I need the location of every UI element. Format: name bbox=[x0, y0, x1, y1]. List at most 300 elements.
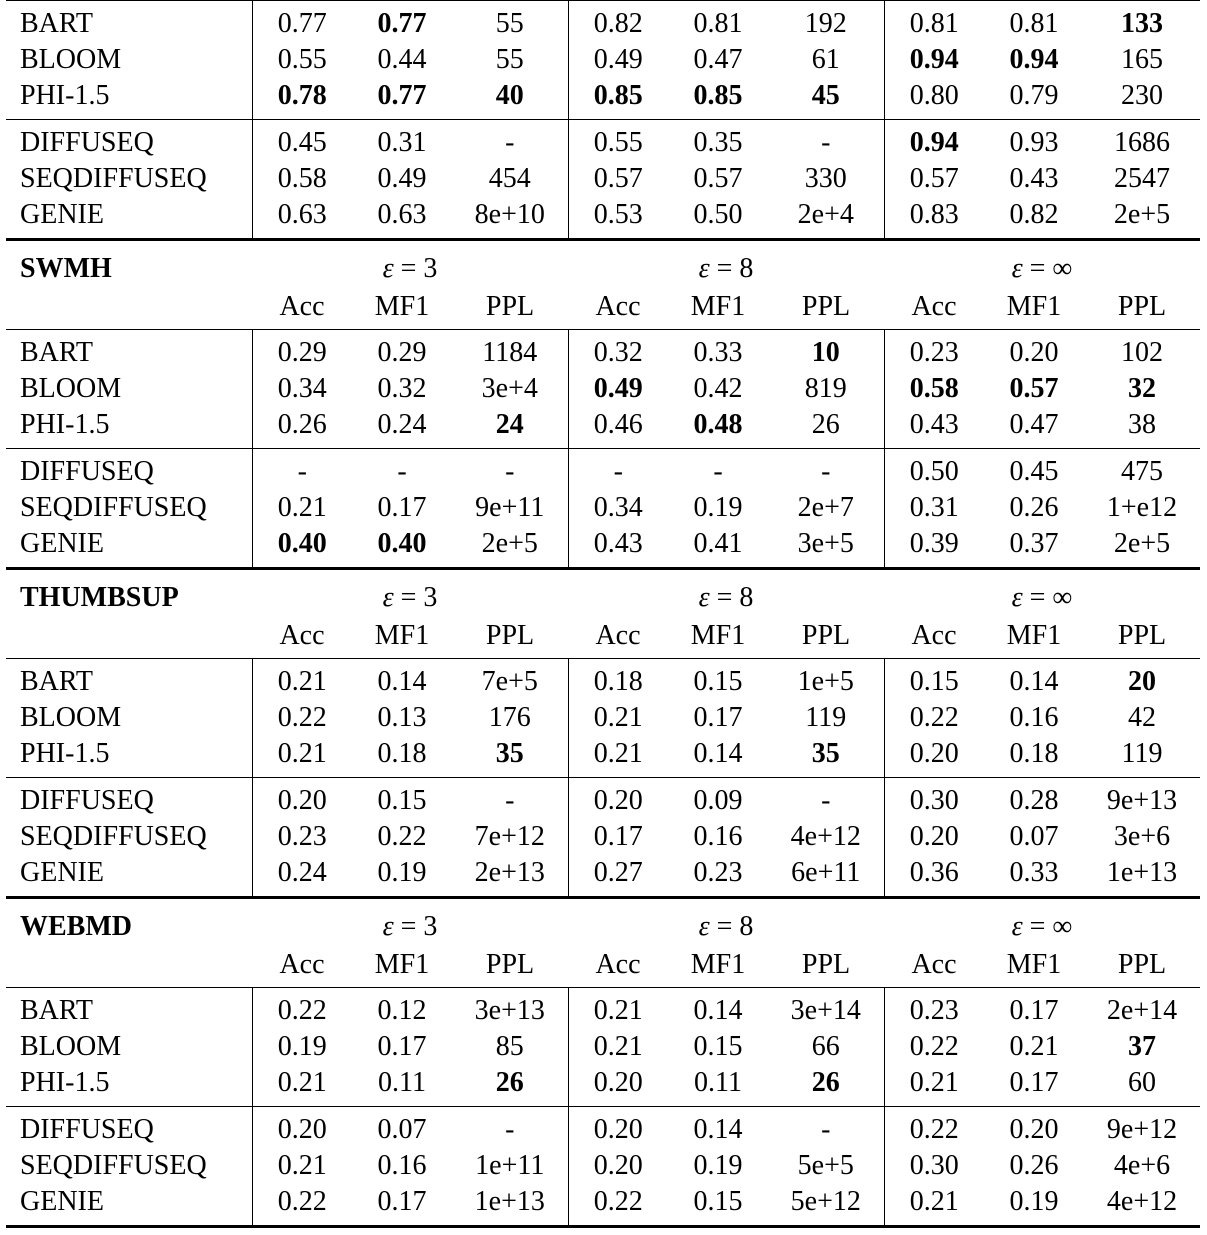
model-label: PHI-1.5 bbox=[20, 1067, 110, 1098]
model-label: BART bbox=[6, 659, 252, 701]
model-label: PHI-1.5 bbox=[20, 409, 110, 440]
metric-value: 0.48 bbox=[693, 409, 743, 440]
metric-value: 26 bbox=[495, 1067, 524, 1098]
metric-value: 0.29 bbox=[252, 330, 352, 372]
metric-value: 0.21 bbox=[568, 1029, 668, 1065]
metric-value: 0.41 bbox=[693, 528, 743, 559]
model-row bbox=[6, 449, 1200, 491]
metric-value: 0.09 bbox=[668, 778, 768, 820]
metric-value: 0.22 bbox=[884, 1107, 984, 1149]
metric-value: 0.20 bbox=[984, 1107, 1084, 1149]
metric-value: 3e+14 bbox=[768, 988, 884, 1030]
metric-value: 0.43 bbox=[1009, 163, 1059, 194]
model-row bbox=[6, 78, 1200, 120]
metric-value: 0.18 bbox=[377, 738, 427, 769]
metric-value: 0.20 bbox=[568, 1107, 668, 1149]
metric-value: 0.17 bbox=[377, 492, 427, 523]
metric-value: 1686 bbox=[1084, 120, 1200, 162]
metric-value: 0.30 bbox=[884, 1148, 984, 1184]
model-row bbox=[6, 161, 1200, 197]
epsilon-symbol: ε bbox=[1011, 911, 1023, 942]
metric-value: 0.42 bbox=[693, 373, 743, 404]
epsilon-symbol: ε bbox=[698, 911, 710, 942]
metric-value: 0.23 bbox=[884, 330, 984, 372]
metric-header-spacer bbox=[6, 618, 252, 659]
metric-value: 0.14 bbox=[668, 1107, 768, 1149]
metric-value: 0.33 bbox=[668, 330, 768, 372]
metric-value: 119 bbox=[1121, 738, 1163, 769]
results-table bbox=[6, 0, 1200, 1228]
metric-value: 819 bbox=[804, 373, 847, 404]
model-row bbox=[6, 1184, 1200, 1227]
metric-value: 0.43 bbox=[884, 407, 984, 449]
metric-value: 0.14 bbox=[352, 659, 452, 701]
metric-value: 0.11 bbox=[378, 1067, 426, 1098]
metric-value: 0.17 bbox=[1009, 1067, 1059, 1098]
metric-value: 0.18 bbox=[1009, 738, 1059, 769]
metric-value: 230 bbox=[1121, 80, 1163, 111]
metric-value: 0.20 bbox=[568, 1148, 668, 1184]
model-label: BLOOM bbox=[20, 44, 122, 75]
model-row bbox=[6, 1107, 1200, 1149]
dataset-header-row bbox=[6, 569, 1200, 619]
metric-column-header: MF1 bbox=[1006, 620, 1062, 651]
metric-value: 2547 bbox=[1114, 163, 1170, 194]
model-row bbox=[6, 120, 1200, 162]
metric-value: 4e+12 bbox=[1084, 1184, 1200, 1227]
metric-value: 0.19 bbox=[252, 1029, 352, 1065]
metric-value: 5e+12 bbox=[768, 1184, 884, 1227]
metric-value: 0.47 bbox=[693, 44, 743, 75]
metric-value: 2e+5 bbox=[481, 528, 538, 559]
metric-value: 0.44 bbox=[377, 44, 427, 75]
metric-value: 6e+11 bbox=[791, 857, 861, 888]
metric-value: 0.17 bbox=[568, 819, 668, 855]
metric-value: 0.94 bbox=[884, 42, 984, 78]
model-row bbox=[6, 1, 1200, 43]
metric-value: 475 bbox=[1084, 449, 1200, 491]
model-row bbox=[6, 490, 1200, 526]
metric-value: 10 bbox=[768, 330, 884, 372]
model-row bbox=[6, 819, 1200, 855]
model-label: SEQDIFFUSEQ bbox=[20, 163, 207, 194]
metric-value: 0.19 bbox=[693, 492, 743, 523]
metric-value: 0.78 bbox=[252, 78, 352, 120]
metric-value: 0.13 bbox=[377, 702, 427, 733]
metric-value: 0.16 bbox=[377, 1150, 427, 1181]
metric-value: 85 bbox=[495, 1031, 524, 1062]
metric-value: 1e+11 bbox=[475, 1150, 545, 1181]
metric-value: 102 bbox=[1084, 330, 1200, 372]
metric-value: 0.17 bbox=[377, 1031, 427, 1062]
epsilon-group-header: ε = 8 bbox=[568, 240, 884, 290]
model-row bbox=[6, 197, 1200, 240]
metric-value: 2e+4 bbox=[797, 199, 854, 230]
epsilon-group-header: ε = 8 bbox=[568, 898, 884, 948]
epsilon-group-header: ε = 3 bbox=[252, 569, 568, 619]
model-row bbox=[6, 659, 1200, 701]
model-label: BLOOM bbox=[20, 702, 122, 733]
metric-value: 0.58 bbox=[252, 161, 352, 197]
metric-value: 0.79 bbox=[1009, 80, 1059, 111]
metric-column-header: Acc bbox=[595, 620, 641, 651]
dataset-label: SWMH bbox=[6, 240, 252, 290]
model-label: PHI-1.5 bbox=[20, 80, 110, 111]
metric-value: 0.30 bbox=[884, 778, 984, 820]
model-label: SEQDIFFUSEQ bbox=[20, 492, 207, 523]
metric-value: 0.32 bbox=[377, 373, 427, 404]
metric-value: 1e+5 bbox=[768, 659, 884, 701]
metric-value: 0.20 bbox=[884, 736, 984, 778]
metric-value: 0.20 bbox=[252, 778, 352, 820]
metric-value: 0.46 bbox=[568, 407, 668, 449]
metric-value: 35 bbox=[495, 738, 524, 769]
metric-value: 7e+5 bbox=[452, 659, 568, 701]
metric-column-header: PPL bbox=[485, 291, 535, 322]
metric-value: 0.57 bbox=[693, 163, 743, 194]
metric-header-row bbox=[6, 289, 1200, 330]
dataset-header-row bbox=[6, 240, 1200, 290]
metric-value: 0.50 bbox=[884, 449, 984, 491]
metric-value: 0.55 bbox=[252, 42, 352, 78]
metric-value: 1e+13 bbox=[452, 1184, 568, 1227]
metric-column-header: Acc bbox=[911, 949, 957, 980]
metric-value: 0.14 bbox=[693, 738, 743, 769]
metric-value: 0.22 bbox=[568, 1184, 668, 1227]
metric-value: 0.22 bbox=[884, 700, 984, 736]
metric-value: - bbox=[452, 120, 568, 162]
metric-value: 55 bbox=[495, 44, 524, 75]
metric-value: 0.24 bbox=[377, 409, 427, 440]
epsilon-symbol: ε bbox=[382, 911, 394, 942]
metric-value: 2e+5 bbox=[1113, 199, 1171, 230]
metric-value: 0.21 bbox=[568, 736, 668, 778]
metric-value: 2e+7 bbox=[797, 492, 854, 523]
model-label: DIFFUSEQ bbox=[6, 449, 252, 491]
metric-value: 0.81 bbox=[668, 1, 768, 43]
epsilon-group-header: ε = ∞ bbox=[884, 898, 1200, 948]
metric-value: 0.24 bbox=[252, 855, 352, 898]
metric-value: 0.37 bbox=[1009, 528, 1059, 559]
metric-value: 133 bbox=[1084, 1, 1200, 43]
metric-value: 3e+6 bbox=[1113, 821, 1171, 852]
metric-column-header: PPL bbox=[801, 291, 851, 322]
metric-value: 0.81 bbox=[884, 1, 984, 43]
metric-value: 0.19 bbox=[377, 857, 427, 888]
metric-value: 0.15 bbox=[884, 659, 984, 701]
metric-value: 0.07 bbox=[352, 1107, 452, 1149]
metric-value: 38 bbox=[1128, 409, 1156, 440]
model-row bbox=[6, 988, 1200, 1030]
metric-value: 0.85 bbox=[568, 78, 668, 120]
metric-column-header: PPL bbox=[485, 620, 535, 651]
model-label: GENIE bbox=[6, 1184, 252, 1227]
metric-value: 0.40 bbox=[377, 528, 427, 559]
epsilon-group-header: ε = 8 bbox=[568, 569, 884, 619]
metric-column-header: PPL bbox=[801, 949, 851, 980]
epsilon-symbol: ε bbox=[1011, 582, 1023, 613]
metric-value: 0.17 bbox=[352, 1184, 452, 1227]
metric-value: 35 bbox=[811, 738, 840, 769]
metric-value: 0.26 bbox=[1009, 492, 1059, 523]
metric-value: 0.15 bbox=[668, 659, 768, 701]
metric-value: 0.93 bbox=[984, 120, 1084, 162]
metric-value: 5e+5 bbox=[797, 1150, 854, 1181]
model-label: BLOOM bbox=[20, 1031, 122, 1062]
epsilon-group-header: ε = ∞ bbox=[884, 240, 1200, 290]
metric-value: 7e+12 bbox=[474, 821, 545, 852]
metric-value: 0.21 bbox=[884, 1184, 984, 1227]
metric-value: 0.23 bbox=[884, 988, 984, 1030]
epsilon-group-header: ε = ∞ bbox=[884, 569, 1200, 619]
metric-value: 60 bbox=[1128, 1067, 1156, 1098]
model-row bbox=[6, 371, 1200, 407]
metric-value: 0.21 bbox=[252, 490, 352, 526]
metric-value: 0.47 bbox=[1009, 409, 1059, 440]
metric-value: 0.77 bbox=[352, 1, 452, 43]
model-row bbox=[6, 778, 1200, 820]
metric-value: 0.81 bbox=[984, 1, 1084, 43]
metric-value: 0.20 bbox=[568, 1065, 668, 1107]
metric-value: 4e+6 bbox=[1113, 1150, 1171, 1181]
model-label: GENIE bbox=[20, 857, 104, 888]
metric-value: 9e+13 bbox=[1084, 778, 1200, 820]
metric-value: 176 bbox=[488, 702, 531, 733]
metric-value: 0.77 bbox=[252, 1, 352, 43]
metric-value: 0.16 bbox=[693, 821, 743, 852]
metric-value: 20 bbox=[1084, 659, 1200, 701]
metric-column-header: Acc bbox=[595, 291, 641, 322]
metric-value: 0.63 bbox=[377, 199, 427, 230]
results-table-body bbox=[6, 1, 1200, 1227]
metric-value: - bbox=[768, 120, 884, 162]
metric-value: 0.53 bbox=[568, 197, 668, 240]
metric-column-header: MF1 bbox=[374, 949, 430, 980]
metric-value: 0.21 bbox=[1009, 1031, 1059, 1062]
epsilon-group-header: ε = 3 bbox=[252, 898, 568, 948]
metric-value: 8e+10 bbox=[474, 199, 545, 230]
metric-value: 3e+13 bbox=[452, 988, 568, 1030]
metric-value: 61 bbox=[811, 44, 840, 75]
metric-value: - bbox=[452, 449, 568, 491]
metric-value: - bbox=[252, 449, 352, 491]
metric-value: 0.58 bbox=[884, 371, 984, 407]
metric-value: 0.14 bbox=[668, 988, 768, 1030]
metric-value: - bbox=[768, 449, 884, 491]
dataset-label: THUMBSUP bbox=[6, 569, 252, 619]
model-row bbox=[6, 330, 1200, 372]
model-label: PHI-1.5 bbox=[20, 738, 110, 769]
metric-column-header: Acc bbox=[279, 949, 325, 980]
metric-value: 0.22 bbox=[252, 700, 352, 736]
metric-value: 0.94 bbox=[884, 120, 984, 162]
metric-value: 0.35 bbox=[668, 120, 768, 162]
metric-value: 0.21 bbox=[252, 736, 352, 778]
metric-value: 330 bbox=[804, 163, 847, 194]
metric-value: 119 bbox=[805, 702, 847, 733]
metric-value: 0.17 bbox=[693, 702, 743, 733]
metric-value: 0.34 bbox=[252, 371, 352, 407]
metric-value: 9e+12 bbox=[1084, 1107, 1200, 1149]
metric-value: 0.83 bbox=[884, 197, 984, 240]
metric-value: - bbox=[452, 778, 568, 820]
metric-value: 0.11 bbox=[694, 1067, 742, 1098]
metric-column-header: PPL bbox=[1117, 620, 1167, 651]
metric-value: 0.18 bbox=[568, 659, 668, 701]
metric-value: 0.33 bbox=[1009, 857, 1059, 888]
metric-value: 0.57 bbox=[1009, 373, 1059, 404]
metric-value: 0.23 bbox=[693, 857, 743, 888]
metric-value: - bbox=[452, 1107, 568, 1149]
metric-value: 0.49 bbox=[568, 371, 668, 407]
metric-value: 1+e12 bbox=[1106, 492, 1178, 523]
metric-value: 0.14 bbox=[984, 659, 1084, 701]
model-label: BART bbox=[6, 330, 252, 372]
metric-value: 3e+5 bbox=[797, 528, 854, 559]
metric-value: 0.22 bbox=[252, 988, 352, 1030]
metric-value: 26 bbox=[811, 1067, 840, 1098]
model-label: GENIE bbox=[20, 528, 104, 559]
metric-value: 454 bbox=[488, 163, 531, 194]
metric-value: 0.19 bbox=[693, 1150, 743, 1181]
metric-value: 0.15 bbox=[693, 1031, 743, 1062]
metric-value: 0.80 bbox=[884, 78, 984, 120]
model-row bbox=[6, 407, 1200, 449]
metric-value: 0.31 bbox=[352, 120, 452, 162]
metric-value: 0.32 bbox=[568, 330, 668, 372]
model-label: BLOOM bbox=[20, 373, 122, 404]
metric-value: 0.77 bbox=[377, 80, 427, 111]
metric-column-header: MF1 bbox=[374, 291, 430, 322]
metric-value: - bbox=[568, 449, 668, 491]
metric-value: 0.22 bbox=[884, 1029, 984, 1065]
epsilon-symbol: ε bbox=[382, 253, 394, 284]
metric-column-header: MF1 bbox=[1006, 949, 1062, 980]
epsilon-symbol: ε bbox=[382, 582, 394, 613]
metric-header-spacer bbox=[6, 289, 252, 330]
metric-value: 1184 bbox=[452, 330, 568, 372]
metric-value: 55 bbox=[452, 1, 568, 43]
metric-value: 0.50 bbox=[693, 199, 743, 230]
epsilon-group-header: ε = 3 bbox=[252, 240, 568, 290]
metric-header-spacer bbox=[6, 947, 252, 988]
metric-header-row bbox=[6, 618, 1200, 659]
metric-value: 0.34 bbox=[568, 490, 668, 526]
metric-value: 0.21 bbox=[252, 1065, 352, 1107]
model-label: BART bbox=[6, 988, 252, 1030]
epsilon-symbol: ε bbox=[1011, 253, 1023, 284]
metric-value: 0.57 bbox=[884, 161, 984, 197]
metric-value: 40 bbox=[495, 80, 524, 111]
metric-value: 0.16 bbox=[1009, 702, 1059, 733]
metric-value: 37 bbox=[1128, 1031, 1156, 1062]
metric-value: 0.85 bbox=[693, 80, 743, 111]
metric-value: 0.63 bbox=[252, 197, 352, 240]
model-row bbox=[6, 1029, 1200, 1065]
metric-value: 0.20 bbox=[884, 819, 984, 855]
metric-value: 0.15 bbox=[352, 778, 452, 820]
model-label: DIFFUSEQ bbox=[6, 120, 252, 162]
dataset-header-row bbox=[6, 898, 1200, 948]
dataset-label: WEBMD bbox=[6, 898, 252, 948]
model-label: DIFFUSEQ bbox=[6, 1107, 252, 1149]
metric-value: 0.27 bbox=[568, 855, 668, 898]
metric-column-header: Acc bbox=[279, 291, 325, 322]
metric-value: 4e+12 bbox=[790, 821, 861, 852]
metric-column-header: PPL bbox=[1117, 291, 1167, 322]
metric-value: 0.23 bbox=[252, 819, 352, 855]
metric-value: 2e+13 bbox=[474, 857, 545, 888]
metric-column-header: MF1 bbox=[690, 949, 746, 980]
metric-value: 24 bbox=[495, 409, 524, 440]
metric-column-header: MF1 bbox=[690, 291, 746, 322]
model-row bbox=[6, 526, 1200, 569]
metric-value: 0.17 bbox=[984, 988, 1084, 1030]
metric-value: - bbox=[352, 449, 452, 491]
metric-value: 66 bbox=[811, 1031, 840, 1062]
model-label: DIFFUSEQ bbox=[6, 778, 252, 820]
metric-value: 0.94 bbox=[1009, 44, 1059, 75]
metric-value: 1e+13 bbox=[1106, 857, 1178, 888]
metric-value: 0.31 bbox=[884, 490, 984, 526]
metric-value: 0.55 bbox=[568, 120, 668, 162]
model-label: SEQDIFFUSEQ bbox=[20, 1150, 207, 1181]
metric-value: - bbox=[768, 778, 884, 820]
metric-value: 0.21 bbox=[252, 659, 352, 701]
metric-value: 0.22 bbox=[252, 1184, 352, 1227]
model-row bbox=[6, 700, 1200, 736]
model-row bbox=[6, 855, 1200, 898]
metric-value: 0.21 bbox=[884, 1065, 984, 1107]
metric-value: 2e+5 bbox=[1113, 528, 1171, 559]
metric-value: 0.21 bbox=[568, 988, 668, 1030]
metric-value: 0.28 bbox=[984, 778, 1084, 820]
metric-value: 0.15 bbox=[668, 1184, 768, 1227]
metric-value: 0.21 bbox=[568, 700, 668, 736]
metric-value: 165 bbox=[1121, 44, 1163, 75]
model-label: SEQDIFFUSEQ bbox=[20, 821, 207, 852]
metric-value: 192 bbox=[768, 1, 884, 43]
metric-value: 0.40 bbox=[252, 526, 352, 569]
metric-value: 0.20 bbox=[252, 1107, 352, 1149]
metric-value: 0.49 bbox=[568, 42, 668, 78]
metric-value: - bbox=[768, 1107, 884, 1149]
model-row bbox=[6, 1148, 1200, 1184]
metric-value: 3e+4 bbox=[481, 373, 538, 404]
metric-value: 0.21 bbox=[252, 1148, 352, 1184]
metric-value: 2e+14 bbox=[1084, 988, 1200, 1030]
metric-value: 45 bbox=[811, 80, 840, 111]
metric-value: 0.12 bbox=[352, 988, 452, 1030]
metric-value: 0.07 bbox=[1009, 821, 1059, 852]
model-label: BART bbox=[6, 1, 252, 43]
metric-value: 9e+11 bbox=[475, 492, 545, 523]
metric-value: 0.43 bbox=[568, 526, 668, 569]
metric-value: 0.26 bbox=[1009, 1150, 1059, 1181]
metric-value: 0.29 bbox=[352, 330, 452, 372]
metric-value: 0.57 bbox=[568, 161, 668, 197]
metric-value: 26 bbox=[811, 409, 840, 440]
metric-value: 0.82 bbox=[1009, 199, 1059, 230]
metric-column-header: Acc bbox=[911, 620, 957, 651]
metric-value: 0.39 bbox=[884, 526, 984, 569]
metric-column-header: Acc bbox=[279, 620, 325, 651]
metric-value: 0.26 bbox=[252, 407, 352, 449]
metric-column-header: MF1 bbox=[374, 620, 430, 651]
epsilon-symbol: ε bbox=[698, 582, 710, 613]
metric-column-header: MF1 bbox=[1006, 291, 1062, 322]
metric-value: 42 bbox=[1128, 702, 1156, 733]
